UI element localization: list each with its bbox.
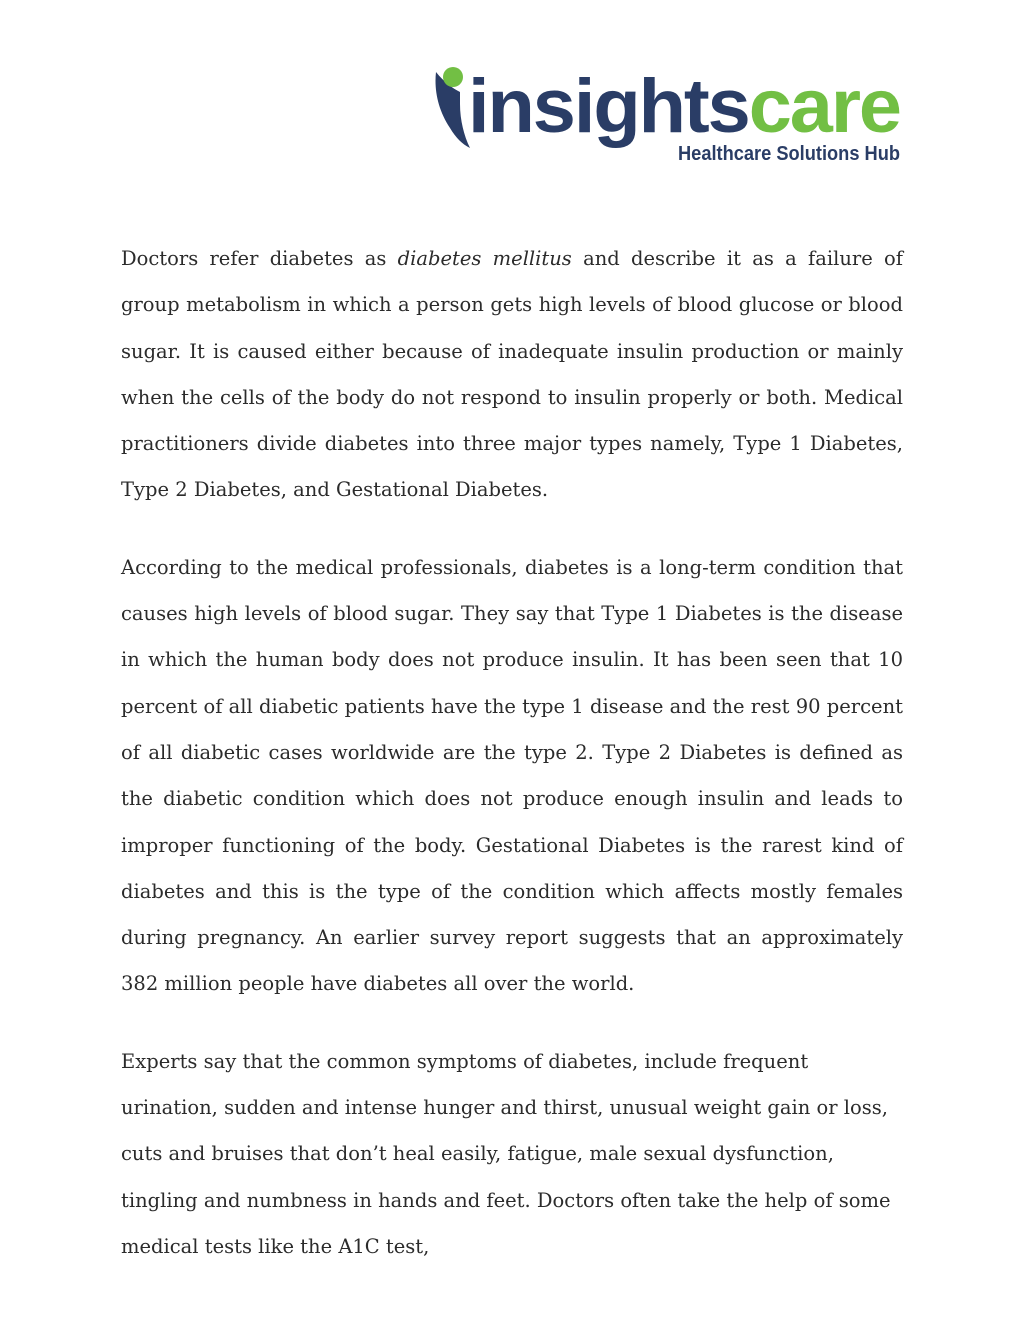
paragraph-1-lead: Doctors refer diabetes as bbox=[121, 247, 398, 270]
paragraph-definition bbox=[121, 236, 903, 514]
paragraph-1-rest: and describe it as a failure of group metabolism in which a person gets high levels of blood glucose or blood sugar. It is caused either because of inadequate insulin production or mainly when the cells of the body do not respond to insulin properly or both. Medical practitioners divide diabetes into three major types namely, Type 1 Diabetes, Type 2 Diabetes, and Gestational Diabetes. bbox=[121, 247, 903, 502]
italic-term: diabetes mellitus bbox=[397, 247, 572, 270]
insightscare-logo bbox=[430, 58, 910, 168]
paragraph-types: According to the medical professionals, diabetes is a long-term condition that causes high levels of blood sugar. They say that Type 1 Diabetes is the disease in which the human body does not produce insulin. It has been seen that 10 percent of all diabetic patients have the type 1 disease and the rest 90 percent of all diabetic cases worldwide are the type 2. Type 2 Diabetes is defined as the diabetic condition which does not produce enough insulin and leads to improper functioning of the body. Gestational Diabetes is the rarest kind of diabetes and this is the type of the condition which affects mostly females during pregnancy. An earlier survey report suggests that an approximately 382 million people have diabetes all over the world. bbox=[121, 555, 903, 996]
logo-word-navy: insights bbox=[468, 64, 744, 149]
article-body bbox=[121, 236, 903, 1301]
logo-word-green: care bbox=[748, 64, 898, 149]
logo-tagline: Healthcare Solutions Hub bbox=[678, 143, 900, 165]
svg-text:insightscare bbox=[468, 64, 900, 149]
paragraph-symptoms: Experts say that the common symptoms of diabetes, include frequent urination, sudden and intense hunger and thirst, unusual weight gain or loss, cuts and bruises that don’t heal easily, fatigue, male sexual dysfunction, tingling and numbness in hands and feet. Doctors often take the help of some medical tests like the A1C test, bbox=[121, 1049, 891, 1258]
logo-dot-icon bbox=[443, 67, 463, 87]
